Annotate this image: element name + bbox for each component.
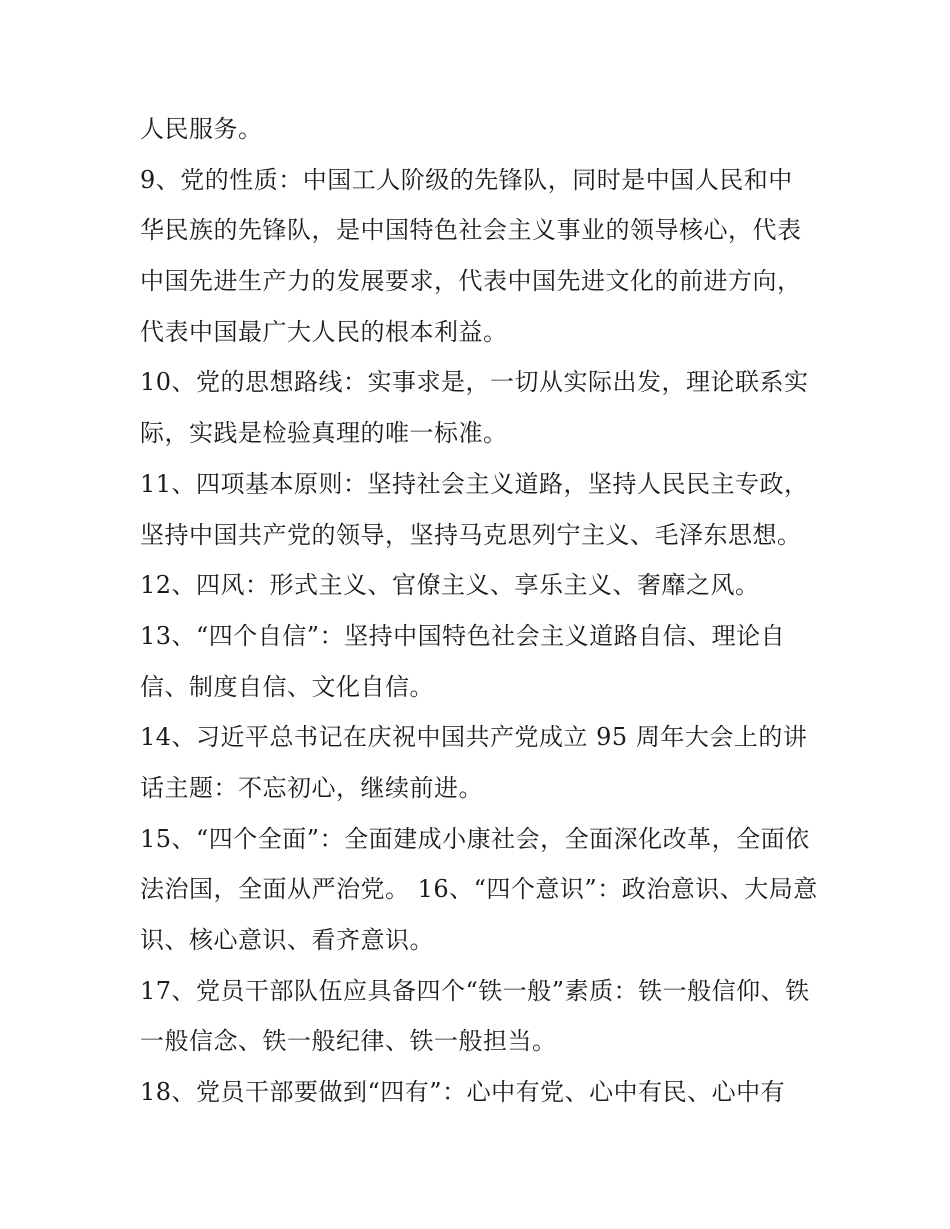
text-line: 信、制度自信、文化自信。 (140, 672, 434, 701)
text-line: 10、党的思想路线：实事求是，一切从实际出发，理论联系实 (140, 368, 809, 397)
text-line: 一般信念、铁一般纪律、铁一般担当。 (140, 1027, 557, 1056)
text-line: 坚持中国共产党的领导，坚持马克思列宁主义、毛泽东思想。 (140, 520, 802, 549)
text-line: 代表中国最广大人民的根本利益。 (140, 317, 508, 346)
text-line: 人民服务。 (140, 115, 263, 143)
text-line: 法治国，全面从严治党。 16、“四个意识”：政治意识、大局意 (140, 875, 818, 904)
text-line: 华民族的先锋队，是中国特色社会主义事业的领导核心，代表 (140, 216, 802, 245)
text-line: 15、“四个全面”：全面建成小康社会，全面深化改革，全面依 (140, 824, 810, 853)
text-line: 识、核心意识、看齐意识。 (140, 926, 434, 954)
text-line: 9、党的性质：中国工人阶级的先锋队，同时是中国人民和中 (140, 165, 793, 194)
text-line: 13、“四个自信”：坚持中国特色社会主义道路自信、理论自 (140, 621, 786, 650)
text-line: 18、党员干部要做到“四有”：心中有党、心中有民、心中有 (140, 1078, 786, 1107)
text-line: 17、党员干部队伍应具备四个“铁一般”素质：铁一般信仰、铁 (140, 976, 810, 1005)
text-line: 14、习近平总书记在庆祝中国共产党成立 95 周年大会上的讲 (140, 723, 808, 752)
document-body (140, 104, 830, 1118)
text-line: 12、四风：形式主义、官僚主义、享乐主义、奢靡之风。 (140, 571, 760, 600)
text-line: 中国先进生产力的发展要求，代表中国先进文化的前进方向， (140, 267, 802, 296)
text-line: 际，实践是检验真理的唯一标准。 (140, 419, 508, 448)
text-line: 话主题：不忘初心，继续前进。 (140, 773, 483, 802)
text-line: 11、四项基本原则：坚持社会主义道路，坚持人民民主专政， (140, 469, 809, 498)
